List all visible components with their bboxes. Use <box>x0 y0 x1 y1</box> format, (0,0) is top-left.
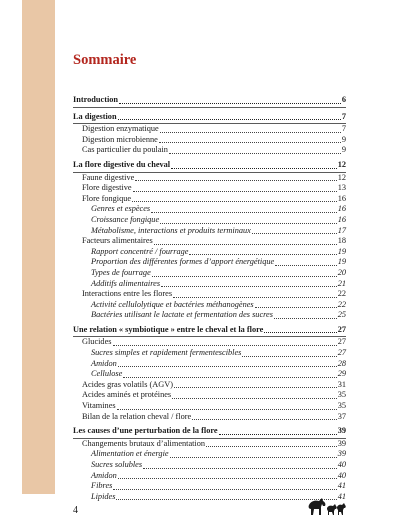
toc-entry-label: Les causes d’une perturbation de la flore <box>73 426 218 436</box>
dot-leader <box>161 286 337 287</box>
dot-leader <box>143 468 337 469</box>
dot-leader <box>174 387 337 388</box>
toc-subentry[interactable] <box>73 268 346 279</box>
toc-entry-page: 27 <box>337 337 346 347</box>
toc-entry-page: 40 <box>337 470 346 480</box>
toc-entry-label: Faune digestive <box>82 172 135 182</box>
dot-leader <box>171 168 337 169</box>
toc-entry-page: 7 <box>341 124 346 134</box>
toc-section-entry[interactable] <box>73 426 346 439</box>
toc-entry-page: 21 <box>337 278 346 288</box>
toc-section-entry[interactable] <box>73 325 346 338</box>
dot-leader <box>159 142 341 143</box>
toc-entry-label: Amidon <box>91 470 117 480</box>
toc-entry-page: 19 <box>337 246 346 256</box>
dot-leader <box>118 119 341 120</box>
toc-subentry[interactable] <box>73 460 346 471</box>
table-of-contents <box>73 94 346 502</box>
toc-subentry[interactable] <box>73 348 346 359</box>
toc-entry-label: Introduction <box>73 95 119 104</box>
toc-entry-label: Acides aminés et protéines <box>82 390 172 400</box>
dot-leader <box>116 499 336 500</box>
toc-subentry[interactable] <box>73 369 346 380</box>
dot-leader <box>135 180 336 181</box>
dot-leader <box>119 103 341 104</box>
dot-leader <box>264 332 336 333</box>
toc-entry-page: 40 <box>337 460 346 469</box>
toc-entry[interactable] <box>73 194 346 205</box>
toc-entry-page: 22 <box>337 299 346 309</box>
dot-leader <box>274 318 337 319</box>
toc-subentry[interactable] <box>73 204 346 215</box>
toc-entry-label: Fibres <box>91 481 113 491</box>
dot-leader <box>113 489 336 490</box>
toc-gap <box>73 321 346 324</box>
dot-leader <box>172 398 337 399</box>
toc-entry-page: 27 <box>337 324 346 334</box>
toc-entry-page: 17 <box>337 225 346 235</box>
toc-entry-label: Genres et espèces <box>91 204 151 214</box>
toc-subentry[interactable] <box>73 279 346 290</box>
toc-entry[interactable] <box>73 145 346 156</box>
dot-leader <box>242 356 336 357</box>
dot-leader <box>154 244 337 245</box>
toc-entry-label: Cas particulier du poulain <box>82 145 168 155</box>
toc-entry-label: Glucides <box>82 337 112 347</box>
toc-entry-page: 35 <box>337 401 346 411</box>
toc-entry-label: Bactéries utilisant le lactate et fermentation des sucres <box>91 310 273 320</box>
toc-entry-page: 35 <box>337 390 346 400</box>
dot-leader <box>117 409 337 410</box>
toc-entry-label: Types de fourrage <box>91 267 151 277</box>
toc-entry-page: 41 <box>337 481 346 491</box>
toc-entry-label: Rapport concentré / fourrage <box>91 246 189 256</box>
toc-entry-page: 9 <box>341 134 346 144</box>
toc-entry-label: Sucres simples et rapidement fermentescibles <box>91 348 242 358</box>
toc-entry-label: Flore fongique <box>82 193 132 203</box>
dot-leader <box>169 153 341 154</box>
toc-entry-label: Alimentation et énergie <box>91 449 169 459</box>
toc-entry-label: Additifs alimentaires <box>91 278 161 288</box>
toc-entry-label: Sucres solubles <box>91 460 143 469</box>
toc-entry-label: Métabolisme, interactions et produits terminaux <box>91 225 251 235</box>
toc-entry[interactable] <box>73 236 346 247</box>
horse-logo-icon <box>305 495 347 517</box>
toc-entry-page: 31 <box>337 379 346 389</box>
toc-entry-label: Croissance fongique <box>91 214 160 224</box>
dot-leader <box>123 377 336 378</box>
dot-leader <box>206 446 337 447</box>
toc-entry[interactable] <box>73 380 346 391</box>
toc-subentry[interactable] <box>73 257 346 268</box>
toc-subentry[interactable] <box>73 481 346 492</box>
dot-leader <box>252 233 337 234</box>
dot-leader <box>160 223 337 224</box>
dot-leader <box>160 132 341 133</box>
toc-entry-label: Flore digestive <box>82 183 132 193</box>
side-color-band <box>22 0 55 494</box>
toc-entry-page: 16 <box>337 214 346 224</box>
dot-leader <box>219 434 337 435</box>
toc-entry-label: Digestion enzymatique <box>82 124 159 134</box>
toc-gap <box>73 108 346 111</box>
toc-entry-page: 12 <box>337 159 346 169</box>
toc-subentry[interactable] <box>73 247 346 258</box>
toc-entry-page: 37 <box>337 411 346 421</box>
page-title: Sommaire <box>73 52 137 68</box>
toc-section-entry[interactable] <box>73 112 346 125</box>
toc-entry-page: 22 <box>337 289 346 299</box>
toc-section-entry[interactable] <box>73 160 346 173</box>
toc-entry-label: Lipides <box>91 491 116 501</box>
toc-entry-label: Facteurs alimentaires <box>82 236 153 246</box>
toc-entry-label: Changements brutaux d’alimentation <box>82 438 206 448</box>
toc-entry-page: 9 <box>341 145 346 155</box>
toc-entry-label: La flore digestive du cheval <box>73 159 171 169</box>
toc-entry-page: 41 <box>337 491 346 501</box>
toc-section-entry[interactable] <box>73 95 346 108</box>
toc-entry-page: 25 <box>337 310 346 320</box>
toc-entry[interactable] <box>73 337 346 348</box>
toc-entry[interactable] <box>73 390 346 401</box>
dot-leader <box>275 265 337 266</box>
toc-entry-page: 6 <box>341 95 346 104</box>
toc-entry-page: 18 <box>337 236 346 246</box>
toc-entry-page: 27 <box>337 348 346 358</box>
dot-leader <box>189 254 336 255</box>
toc-entry-page: 28 <box>337 358 346 368</box>
toc-subentry[interactable] <box>73 300 346 311</box>
toc-entry-label: Activité cellulolytique et bactéries méthanogènes <box>91 299 254 309</box>
toc-subentry[interactable] <box>73 215 346 226</box>
toc-entry-label: Cellulose <box>91 369 123 379</box>
toc-entry-label: Digestion microbienne <box>82 134 158 144</box>
toc-entry-label: Amidon <box>91 358 117 368</box>
toc-entry[interactable] <box>73 135 346 146</box>
toc-entry-label: Acides gras volatils (AGV) <box>82 379 174 389</box>
toc-entry-label: Interactions entre les flores <box>82 289 173 299</box>
toc-entry[interactable] <box>73 289 346 300</box>
dot-leader <box>113 345 337 346</box>
toc-entry-page: 20 <box>337 267 346 277</box>
toc-entry-label: Bilan de la relation cheval / flore <box>82 411 192 421</box>
toc-entry-page: 39 <box>337 449 346 459</box>
toc-entry-label: Vitamines <box>82 401 116 411</box>
toc-subentry[interactable] <box>73 226 346 237</box>
toc-subentry[interactable] <box>73 310 346 321</box>
toc-entry-page: 16 <box>337 204 346 214</box>
toc-entry[interactable] <box>73 183 346 194</box>
toc-entry-page: 19 <box>337 257 346 267</box>
dot-leader <box>170 457 337 458</box>
toc-gap <box>73 422 346 425</box>
toc-entry[interactable] <box>73 412 346 423</box>
dot-leader <box>255 307 337 308</box>
toc-subentry[interactable] <box>73 359 346 370</box>
dot-leader <box>173 297 337 298</box>
toc-entry-page: 12 <box>337 172 346 182</box>
dot-leader <box>118 478 337 479</box>
toc-entry-page: 29 <box>337 369 346 379</box>
toc-entry-page: 39 <box>337 426 346 436</box>
toc-entry-page: 7 <box>341 111 346 121</box>
toc-entry[interactable] <box>73 124 346 135</box>
toc-entry[interactable] <box>73 401 346 412</box>
toc-entry-label: Proportion des différentes formes d’apport énergétique <box>91 257 275 267</box>
toc-entry-page: 39 <box>337 438 346 448</box>
toc-entry-label: Une relation « symbiotique » entre le cheval et la flore <box>73 324 264 334</box>
dot-leader <box>192 419 337 420</box>
toc-gap <box>73 156 346 159</box>
toc-entry[interactable] <box>73 439 346 450</box>
dot-leader <box>132 201 337 202</box>
toc-entry-page: 13 <box>337 183 346 193</box>
dot-leader <box>151 212 337 213</box>
toc-subentry[interactable] <box>73 449 346 460</box>
toc-entry-page: 16 <box>337 193 346 203</box>
dot-leader <box>118 366 337 367</box>
toc-subentry[interactable] <box>73 471 346 482</box>
dot-leader <box>133 191 337 192</box>
toc-entry[interactable] <box>73 173 346 184</box>
toc-entry-label: La digestion <box>73 111 117 121</box>
page-number: 4 <box>73 505 78 516</box>
dot-leader <box>152 276 337 277</box>
